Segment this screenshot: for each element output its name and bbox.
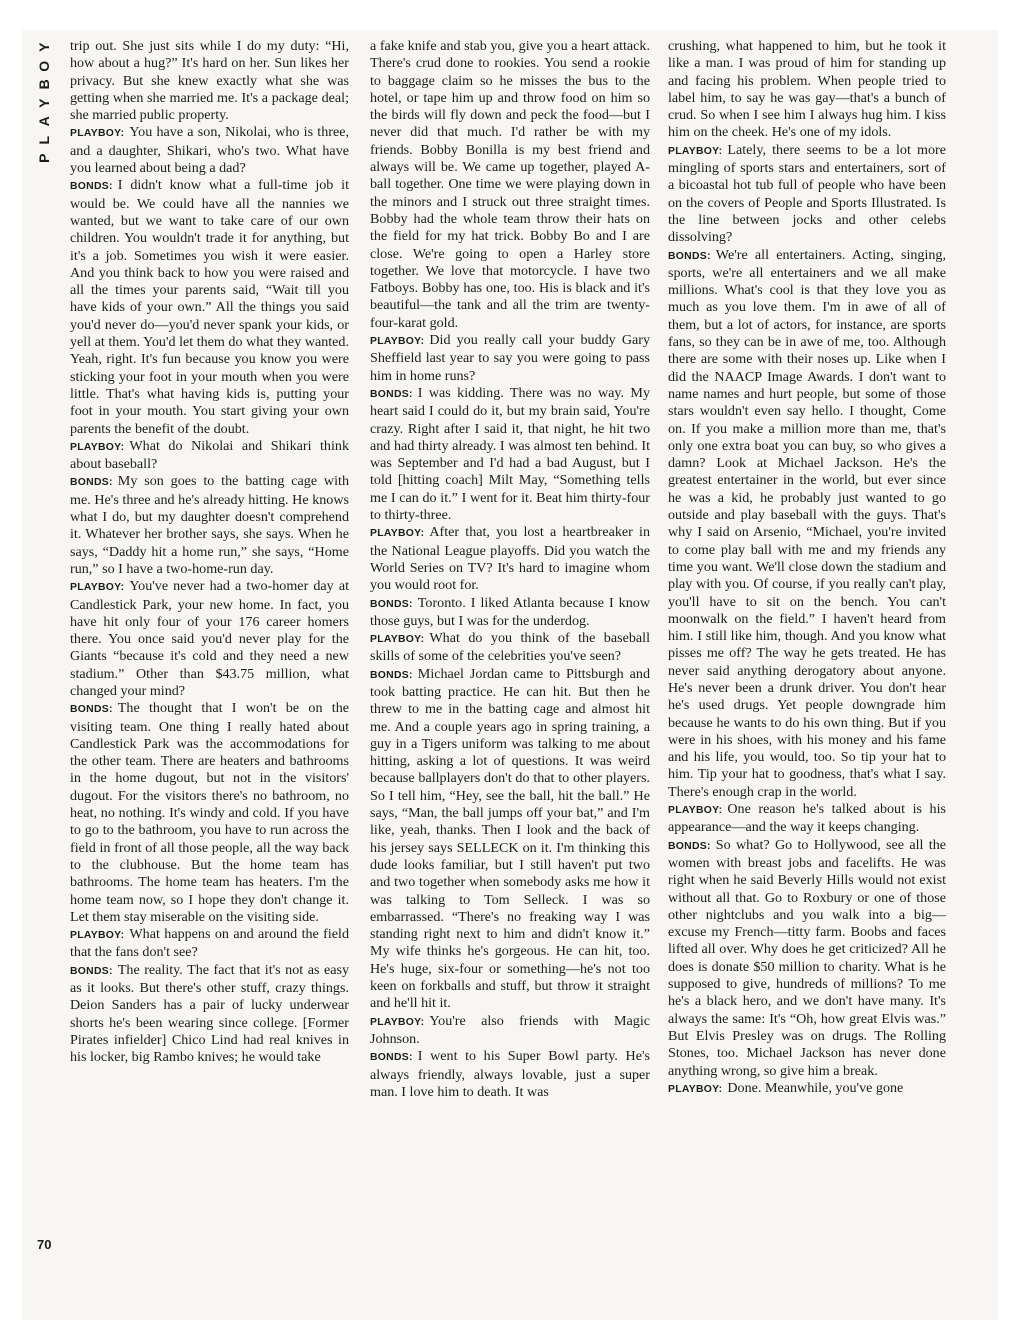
paragraph: [668, 247, 946, 802]
speaker-label: PLAYBOY:: [370, 528, 425, 540]
speaker-label: PLAYBOY:: [70, 582, 125, 594]
speaker-label: BONDS:: [70, 477, 113, 489]
paragraph-text: You have a son, Nikolai, who is three, and a daughter, Shikari, who's two. What have you learned about being a dad?: [70, 124, 349, 177]
running-header-letter: B: [35, 79, 52, 90]
speaker-label: PLAYBOY:: [70, 930, 125, 942]
speaker-label: BONDS:: [370, 1052, 413, 1064]
paragraph: [70, 962, 349, 1067]
text-column-1: [70, 38, 349, 1067]
paragraph-text: a fake knife and stab you, give you a heart attack. There's crud done to rookies. You send a rookie to baggage claim so he misses the bus to the hotel, or tape him up and throw food on him so the birds will fly down and peck the food—but I never did that much. I'd rather be with my friends. Bobby Bonilla is my best friend and always will be. We came up together, played A-ball together. One time we were playing down in the minors and I struck out three straight times. Bobby had the whole team throw their hats on the field for my hat trick. Bobby Bo and I are close. We're going to open a Harley store together. We love that motorcycle. I have two Fatboys. Bobby has one, too. His is black and it's beautiful—the tank and all the trim are twenty-four-karat gold.: [370, 38, 650, 331]
speaker-label: PLAYBOY:: [70, 441, 125, 453]
paragraph: [668, 801, 946, 837]
paragraph-text: trip out. She just sits while I do my duty: “Hi, how about a hug?” It's hard on her. Sun likes her privacy. But she knew exactly what she was getting when she married me. It's a package deal; she married public property.: [70, 38, 349, 124]
paragraph: [370, 666, 650, 1013]
paragraph: [370, 1048, 650, 1101]
paragraph-text: The thought that I won't be on the visiting team. One thing I really hated about Candlestick Park was the accommodations for the other team. There are heaters and bathrooms in the home dugout, but not in the visitors' dugout. For the visitors there's no bathroom, no heat, no nothing. It's windy and cold. If you have to go to the bathroom, you have to run across the field in front of all those people, all the way back to the clubhouse. But the home team has bathrooms. The home team has heaters. I'm the home team now, so I hope they don't change it. Let them stay miserable on the visiting side.: [70, 700, 349, 925]
paragraph: [370, 38, 650, 332]
running-header: [34, 38, 54, 168]
paragraph-text: Did you really call your buddy Gary Sheffield last year to say you were going to pass him in home runs?: [370, 332, 650, 384]
paragraph: [70, 38, 349, 124]
paragraph: [70, 438, 349, 474]
paragraph: [668, 837, 946, 1080]
paragraph: [70, 124, 349, 177]
paragraph-text: You've never had a two-homer day at Candlestick Park, your new home. In fact, you have hit only four of your 176 career homers there. You once said you'd never play for the Giants “because it's cold and they need a new stadium.” Other than $43.75 million, what changed your mind?: [70, 578, 349, 699]
paragraph-text: One reason he's talked about is his appearance—and the way it keeps changing.: [668, 801, 946, 836]
paragraph: [70, 578, 349, 700]
speaker-label: PLAYBOY:: [668, 145, 723, 157]
paragraph: [70, 473, 349, 578]
paragraph-text: crushing, what happened to him, but he took it like a man. I was proud of him for standing up and facing his problem. When people tried to label him, to say he was gay—that's a bunch of crud. So when I see him I always hug him. I kiss him on the cheek. He's one of my idols.: [668, 38, 946, 141]
paragraph: [70, 700, 349, 926]
paragraph: [370, 332, 650, 385]
speaker-label: PLAYBOY:: [668, 1083, 723, 1095]
running-header-letter: A: [35, 116, 52, 127]
paragraph-text: You're also friends with Magic Johnson.: [370, 1012, 650, 1047]
paragraph-text: I went to his Super Bowl party. He's always friendly, always lovable, just a super man. I love him to death. It was: [370, 1048, 650, 1100]
speaker-label: BONDS:: [668, 250, 711, 262]
paragraph: [668, 1080, 946, 1098]
paragraph: [668, 142, 946, 247]
paragraph-text: Done. Meanwhile, you've gone: [727, 1079, 904, 1096]
paragraph-text: We're all entertainers. Acting, singing, sports, we're all entertainers and we all make millions. What's cool is that they love you as much as you love them. I'm in awe of all of them, but a lot of actors, for instance, are sports fans, so they can be in awe of me, too. Although there are some with their noses up. Like when I did the NAACP Image Awards. I don't want to name names and hurt people, but some of those stars wouldn't even say hello. I thought, Come on. If you make a million more than me, that's only one extra boat you can buy, so who gives a damn? Look at Michael Jackson. He's the greatest entertainer in the world, but ever since he was a kid, he probably just wanted to go outside and play baseball with the guys. That's why I said on Arsenio, “Michael, you're invited to come play ball with me and my friends any time you want. We'll close down the stadium and play with you. Of course, if you really can't play, you'll have to sit on the bench. You can't moonwalk on the field.” I haven't heard from him. I still like him, though. And you know what pisses me off? The way he gets treated. He has never said anything derogatory about anyone. He's never been a drunk driver. You don't hear he's used drugs. Yet people downgrade him because he wants to do his own thing. But if you were in his shoes, with his money and his fame and his life, you would, too. So tip your hat to him. Tip your hat to goodness, that's what I say. There's enough crap in the world.: [668, 246, 946, 800]
paragraph-text: The reality. The fact that it's not as easy as it looks. But there's other stuff, crazy things. Deion Sanders has a pair of lucky underwear shorts he's been wearing since college. [Former Pirates infielder] Chico Lind had real knives in his locker, big Rambo knives; he would take: [70, 961, 349, 1066]
speaker-label: PLAYBOY:: [370, 1016, 425, 1028]
paragraph: [668, 38, 946, 142]
paragraph: [370, 595, 650, 631]
paragraph: [370, 524, 650, 594]
speaker-label: BONDS:: [370, 669, 413, 681]
paragraph-text: Toronto. I liked Atlanta because I know those guys, but I was for the underdog.: [370, 594, 650, 629]
speaker-label: PLAYBOY:: [668, 805, 723, 817]
speaker-label: PLAYBOY:: [70, 128, 125, 140]
speaker-label: BONDS:: [668, 840, 711, 852]
paragraph-text: What do you think of the baseball skills of some of the celebrities you've seen?: [370, 630, 650, 665]
running-header-letter: Y: [35, 42, 52, 52]
speaker-label: BONDS:: [70, 704, 113, 716]
speaker-label: BONDS:: [370, 598, 413, 610]
text-column-2: [370, 38, 650, 1101]
speaker-label: PLAYBOY:: [370, 634, 425, 646]
speaker-label: PLAYBOY:: [370, 336, 425, 348]
paragraph: [370, 385, 650, 524]
paragraph: [370, 1013, 650, 1049]
page-number: 70: [37, 1237, 52, 1252]
paragraph-text: After that, you lost a heartbreaker in the National League playoffs. Did you watch the World Series on TV? It's hard to imagine whom you would root for.: [370, 524, 650, 594]
paragraph: [370, 630, 650, 666]
paragraph-text: My son goes to the batting cage with me. He's three and he's already hitting. He knows what I do, but my daughter doesn't comprehend it. Whatever her brother says, she says. When he says, “Daddy hit a home run,” she says, “Home run,” so I have a two-home-run day.: [70, 473, 349, 577]
running-header-letter: O: [35, 60, 52, 72]
paragraph-text: What do Nikolai and Shikari think about baseball?: [70, 437, 349, 473]
running-header-letter: Y: [35, 98, 52, 108]
speaker-label: BONDS:: [70, 181, 113, 193]
paragraph-text: Michael Jordan came to Pittsburgh and took batting practice. He can hit. But then he threw to me in the batting cage and almost hit me. And a couple years ago in spring training, a guy in a Tigers uniform was talking to me about hitting, asking a lot of questions. It was weird because ballplayers don't do that to other players. So I tell him, “Hey, see the ball, hit the ball.” He says, “Man, the ball jumps off your bat,” and I'm like, yeah, thanks. Then I look and the back of his jersey says SELLECK on it. I'm thinking this dude looks familiar, but I still haven't put two and two together when somebody asks me how it was talking to Tom Selleck. I was so embarrassed. “There's no freaking way I was standing right next to him and didn't know it.” My wife thinks he's gorgeous. He can hit, too. He's huge, six-four or something—he's not too keen on forkballs and stuff, but throw it straight and he'll hit it.: [370, 665, 650, 1012]
running-header-letter: L: [35, 135, 52, 145]
paragraph-text: What happens on and around the field that the fans don't see?: [70, 926, 349, 961]
paragraph-text: I didn't know what a full-time job it would be. We could have all the nannies we wanted, but we want to take care of our own children. You wouldn't trade it for anything, but it's a job. Sometimes you wish it were easier. And you think back to how you were raised and all the times your parents said, “Wait till you have kids of your own.” All the things you said you'd never do—you'd never spank your kids, or yell at them. You'd let them do what they wanted. Yeah, right. It's fun because you know you were sticking your foot in your mouth when you were little. That's what having kids is, putting your foot in your mouth. You start giving your own parents the benefit of the doubt.: [70, 177, 349, 437]
paragraph-text: So what? Go to Hollywood, see all the women with breast jobs and facelifts. He was right when he said Beverly Hills would not exist without all that. Go to Roxbury or one of those other nightclubs and you walk into a big—excuse my French—titty farm. Boobs and faces lifted all over. Why does he get criticized? All he does is donate $50 million to charity. What is he supposed to give, hundreds of millions? To me he's a black hero, and we don't have many. It's always the same: It's “Oh, how great Elvis was.” But Elvis Presley was on drugs. The Rolling Stones, too. Michael Jackson has never done anything wrong, so give him a break.: [668, 836, 946, 1079]
running-header-letter: P: [35, 153, 52, 163]
paragraph: [70, 926, 349, 962]
paragraph-text: I was kidding. There was no way. My heart said I could do it, but my brain said, You're crazy. Right after I said it, that night, he hit two and had thirty already. I was almost ten behind. It was September and I'd had a bad August, but I told [hitting coach] Milt May, “Something tells me I can do it.” I went for it. Beat him thirty-four to thirty-three.: [370, 384, 650, 524]
speaker-label: BONDS:: [70, 965, 113, 977]
text-column-3: [668, 38, 946, 1098]
paragraph-text: Lately, there seems to be a lot more mingling of sports stars and entertainers, sort of a bicoastal hot tub full of people who have been on the covers of People and Sports Illustrated. Is the line between jocks and other celebs dissolving?: [668, 141, 946, 246]
paragraph: [70, 177, 349, 437]
speaker-label: BONDS:: [370, 388, 413, 400]
